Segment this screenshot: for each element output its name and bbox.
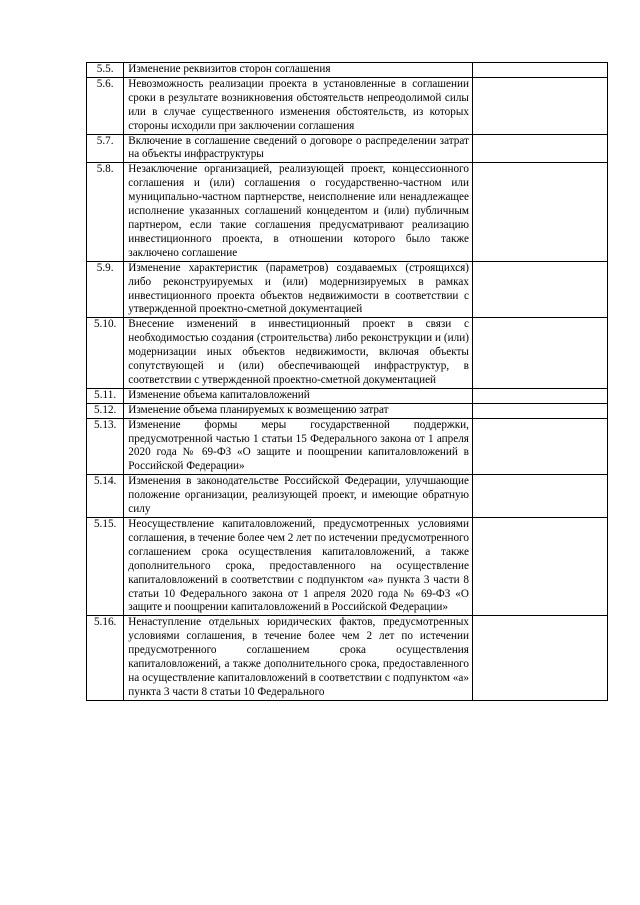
row-text: Невозможность реализации проекта в установленные в соглашении сроки в результате возникновения обстоятельств непреодолимой силы или в случае существенного изменения обстоятельств, из которых стороны исходили при заключении соглашения [124,77,473,134]
row-number: 5.7. [87,134,124,163]
table-row [87,616,608,700]
row-number: 5.15. [87,518,124,616]
empty-cell [472,77,607,134]
row-number: 5.9. [87,261,124,318]
row-number: 5.16. [87,616,124,700]
empty-cell [472,616,607,700]
row-number: 5.10. [87,318,124,389]
table-row [87,261,608,318]
empty-cell [472,63,607,78]
row-text: Изменения в законодательстве Российской Федерации, улучшающие положение организации, реализующей проект, и имеющие обратную силу [124,475,473,518]
row-number: 5.12. [87,403,124,418]
row-text: Изменение объема планируемых к возмещению затрат [124,403,473,418]
row-text: Включение в соглашение сведений о договоре о распределении затрат на объекты инфраструктуры [124,134,473,163]
table-row [87,403,608,418]
row-text: Внесение изменений в инвестиционный проект в связи с необходимостью создания (строительства) либо реконструкции и (или) модернизации иных объектов недвижимости, включая объекты сопутствующей и (или) обеспечивающей инфраструктур, в соответствии с утвержденной проектно-сметной документацией [124,318,473,389]
table-row [87,63,608,78]
table-row [87,388,608,403]
conditions-table [86,62,608,701]
row-text: Изменение формы меры государственной поддержки, предусмотренной частью 1 статьи 15 Федерального закона от 1 апреля 2020 года № 69-ФЗ «О защите и поощрении капиталовложений в Российской Федерации» [124,418,473,475]
row-text: Изменение реквизитов сторон соглашения [124,63,473,78]
row-text: Изменение объема капиталовложений [124,388,473,403]
table-row [87,77,608,134]
empty-cell [472,475,607,518]
row-number: 5.11. [87,388,124,403]
row-number: 5.5. [87,63,124,78]
table-row [87,163,608,261]
table-row [87,475,608,518]
empty-cell [472,163,607,261]
table-row [87,134,608,163]
row-number: 5.14. [87,475,124,518]
row-text: Ненаступление отдельных юридических фактов, предусмотренных условиями соглашения, в течение более чем 2 лет по истечении предусмотренного соглашением срока осуществления капиталовложений, а также дополнительного срока, предоставленного на осуществление капиталовложений в соответствии с подпунктом «а» пункта 3 части 8 статьи 10 Федерального [124,616,473,700]
row-text: Неосуществление капиталовложений, предусмотренных условиями соглашения, в течение более чем 2 лет по истечении предусмотренного соглашением срока осуществления капиталовложений, а также дополнительного срока, предоставленного на осуществление капиталовложений в соответствии с подпунктом «а» пункта 3 части 8 статьи 10 Федерального закона от 1 апреля 2020 года № 69-ФЗ «О защите и поощрении капиталовложений в Российской Федерации» [124,518,473,616]
table-row [87,518,608,616]
empty-cell [472,261,607,318]
empty-cell [472,403,607,418]
row-number: 5.13. [87,418,124,475]
empty-cell [472,318,607,389]
row-number: 5.6. [87,77,124,134]
table-row [87,318,608,389]
empty-cell [472,518,607,616]
empty-cell [472,134,607,163]
conditions-table-body [87,63,608,701]
empty-cell [472,388,607,403]
row-text: Незаключение организацией, реализующей проект, концессионного соглашения и (или) соглашения о государственно-частном или муниципально-частном партнерстве, неисполнение или ненадлежащее исполнение указанных соглашений концедентом и (или) публичным партнером, если такие соглашения предусматривают реализацию инвестиционного проекта, в отношении которого было также заключено соглашение [124,163,473,261]
table-row [87,418,608,475]
empty-cell [472,418,607,475]
row-text: Изменение характеристик (параметров) создаваемых (строящихся) либо реконструируемых и (или) модернизируемых в рамках инвестиционного проекта объектов недвижимости в соответствии с утвержденной проектно-сметной документацией [124,261,473,318]
row-number: 5.8. [87,163,124,261]
